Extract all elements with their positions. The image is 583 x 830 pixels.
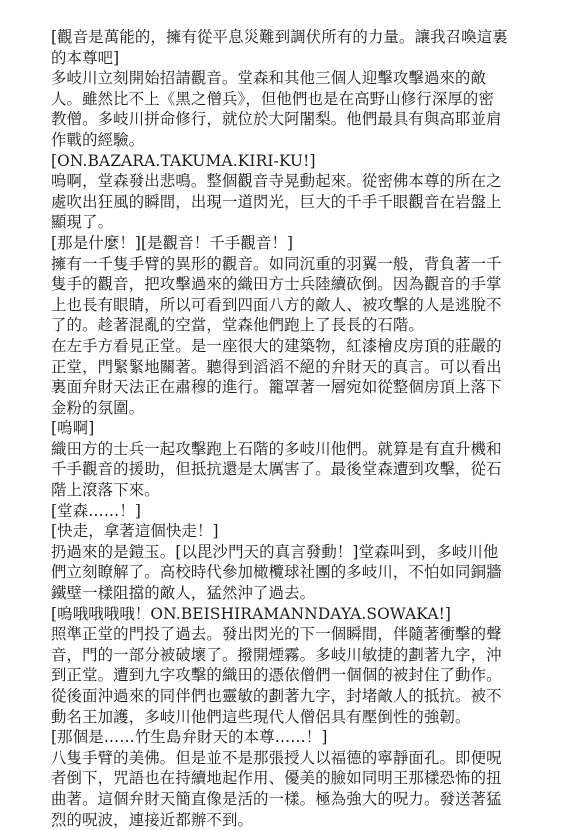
- text-line: 照準正堂的門投了過去。發出閃光的下一個瞬間，伴隨著衝擊的聲: [51, 625, 502, 644]
- text-line: 動名王加護，多岐川他們這些現代人僧侶具有壓倒性的強韌。: [51, 707, 471, 726]
- text-line: 上也長有眼睛，所以可看到四面八方的敵人、被攻擊的人是逃脫不: [51, 295, 502, 314]
- text-line: [嗚啊]: [51, 419, 95, 438]
- text-line: [快走，拿著這個快走！]: [51, 522, 219, 541]
- text-line: [觀音是萬能的，擁有從平息災難到調伏所有的力量。讓我召喚這裏: [51, 28, 508, 46]
- text-line: 了的。趁著混亂的空當，堂森他們跑上了長長的石階。: [51, 316, 424, 335]
- text-line: 千手觀音的援助，但抵抗還是太厲害了。最後堂森遭到攻擊，從石: [51, 460, 502, 479]
- text-line: 擁有一千隻手臂的異形的觀音。如同沉重的羽翼一般，背負著一千: [51, 254, 502, 273]
- text-line: 正堂，門緊緊地關著。聽得到滔滔不絕的弁財天的真言。可以看出: [51, 357, 502, 376]
- text-line: 八隻手臂的美佛。但是並不是那張授人以福德的寧靜面孔。即便呪: [51, 748, 502, 767]
- text-line: 烈的呪波，連接近都辦不到。: [51, 810, 254, 829]
- text-line: 裏面弁財天法正在肅穆的進行。籠罩著一層宛如從整個房頂上落下: [51, 378, 502, 397]
- text-line: 人。雖然比不上《黑之僧兵》，但他們也是在高野山修行深厚的密: [51, 89, 494, 108]
- text-line: 階上滾落下來。: [51, 481, 160, 500]
- text-line: 音，門的一部分被破壞了。撥開煙霧。多岐川敏捷的劃著九字，沖: [51, 645, 502, 664]
- text-line: 顯現了。: [51, 213, 114, 232]
- text-line: 處吹出狂風的瞬間，出現一道閃光，巨大的千手千眼觀音在岩盤上: [51, 192, 502, 211]
- text-line: 在左手方看見正堂。是一座很大的建築物，紅漆檜皮房頂的莊嚴的: [51, 336, 502, 355]
- text-line: [堂森……！]: [51, 501, 142, 520]
- text-line: [嗚哦哦哦哦！ON.BEISHIRAMANNDAYA.SOWAKA!]: [51, 604, 452, 623]
- text-line: 的本尊吧]: [51, 48, 120, 67]
- text-line: 者倒下，咒語也在持續地起作用、優美的臉如同明王那樣恐怖的扭: [51, 769, 502, 788]
- document-body: [51, 27, 559, 830]
- text-line: 曲著。這個弁財天簡直像是活的一樣。極為強大的呪力。發送著猛: [51, 789, 502, 808]
- text-line: [那個是……竹生島弁財天的本尊……！]: [51, 728, 328, 747]
- text-line: 嗚啊，堂森發出悲鳴。整個觀音寺晃動起來。從密佛本尊的所在之: [51, 172, 502, 191]
- text-line: 扔過來的是鎧玉。[以毘沙門天的真言發動！]堂森叫到，多岐川他: [51, 542, 499, 561]
- text-line: 到正堂。遭到九字攻擊的織田的憑依僧們一個個的被封住了動作。: [51, 666, 502, 685]
- text-line: 隻手的觀音，把攻擊過來的織田方士兵陸續砍倒。因為觀音的手掌: [51, 275, 502, 294]
- text-line: 金粉的氛圍。: [51, 398, 145, 417]
- text-line: 多岐川立刻開始招請觀音。堂森和其他三個人迎擊攻擊過來的敵: [51, 69, 487, 88]
- text-line: 織田方的士兵一起攻擊跑上石階的多岐川他們。就算是有直升機和: [51, 439, 502, 458]
- text-line: [ON.BAZARA.TAKUMA.KIRI-KU!]: [51, 151, 316, 170]
- text-line: 作戰的經驗。: [51, 130, 145, 149]
- text-line: 鐵壁一樣阻擋的敵人，猛然沖了過去。: [51, 584, 316, 603]
- text-line: 教僧。多岐川拼命修行，就位於大阿闍梨。他們最具有與高耶並肩: [51, 110, 502, 129]
- text-line: 們立刻瞭解了。高校時代參加橄欖球社團的多岐川，不怕如同銅牆: [51, 563, 502, 582]
- text-line: 從後面沖過來的同伴們也靈敏的劃著九字，封堵敵人的抵抗。被不: [51, 687, 502, 705]
- text-line: [那是什麼！][是觀音！千手觀音！]: [51, 233, 294, 252]
